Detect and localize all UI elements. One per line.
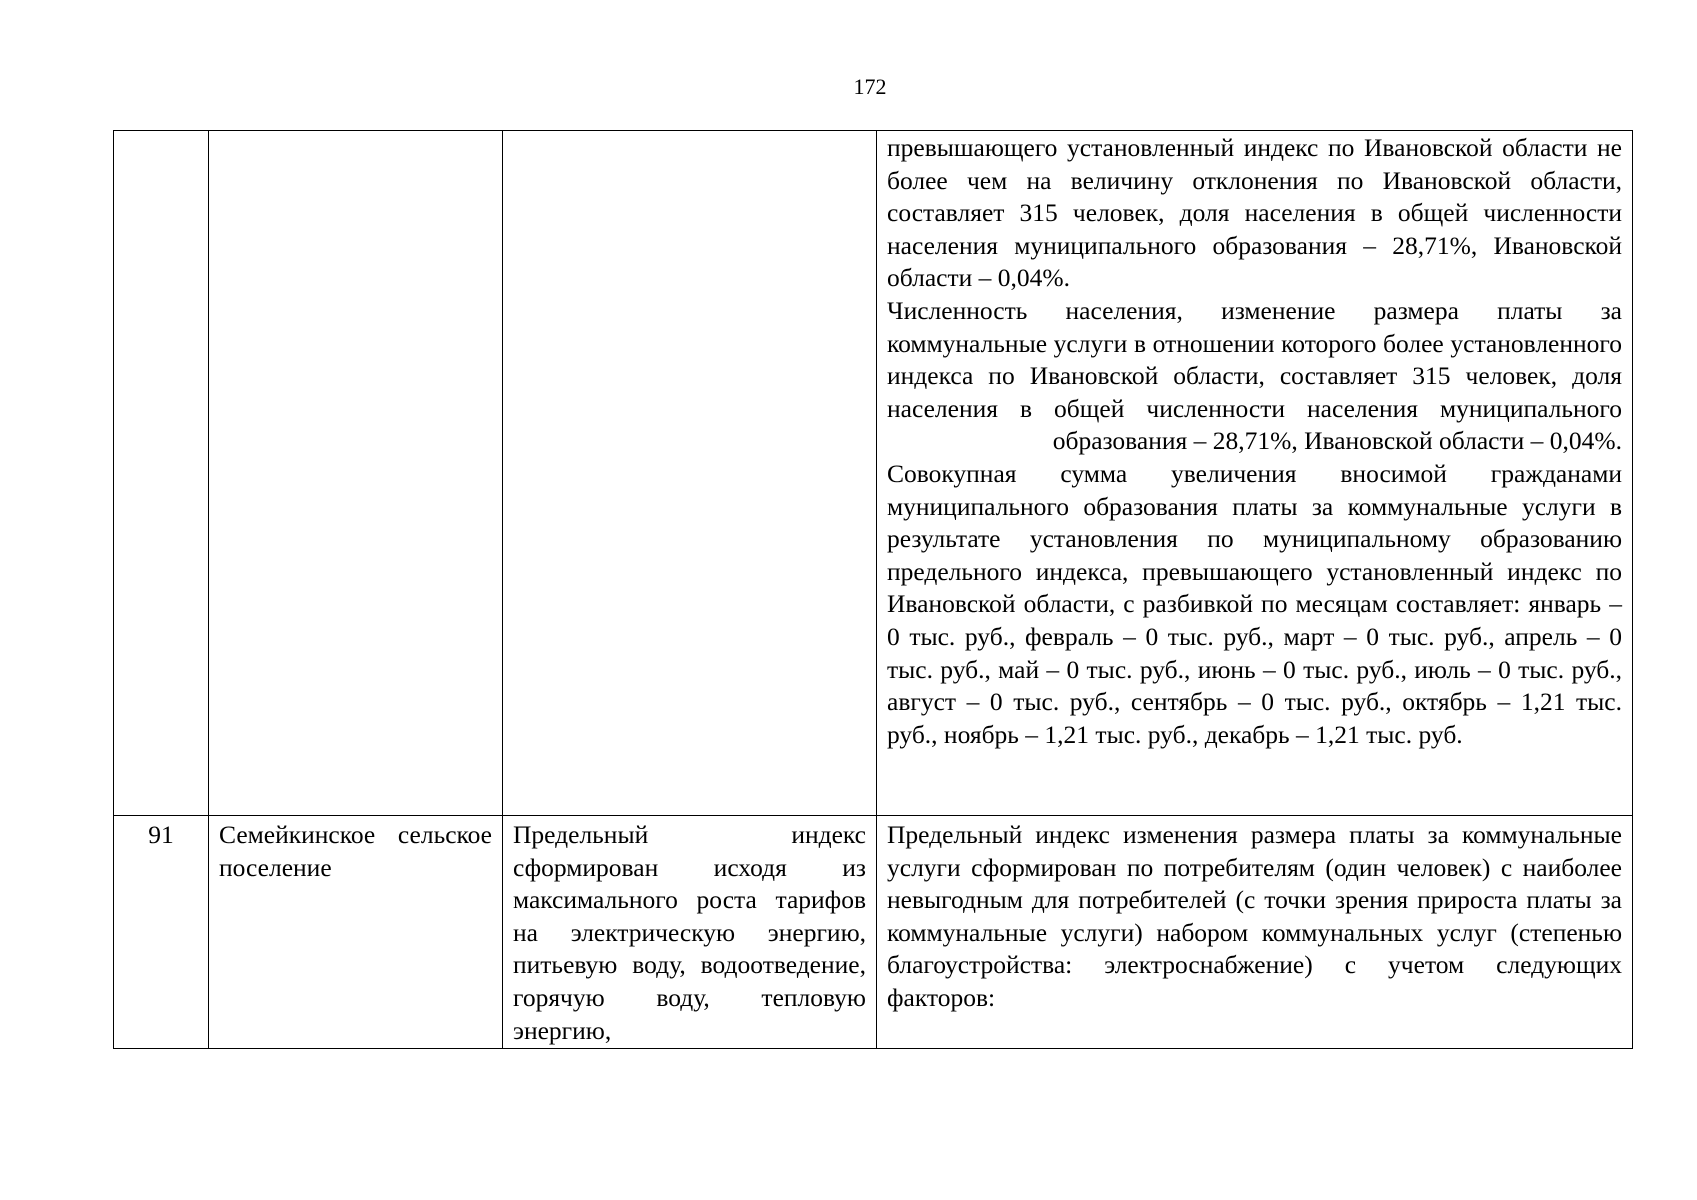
description-paragraph-1: Предельный индекс изменения размера платы за коммунальные услуги сформирован по потребителям (один человек) с наиболее невыгодным для потребителей (с точки зрения прироста платы за коммунальные услуги) набором коммунальных услуг (степенью благоустройства: электроснабжение) с учетом следующих факторов: <box>887 820 1622 1012</box>
index-basis-cell <box>503 131 877 816</box>
row-number-cell <box>114 131 209 816</box>
description-cell <box>877 816 1633 1049</box>
description-cell <box>877 131 1633 816</box>
index-basis-cell: Предельный индекс сформирован исходя из максимального роста тарифов на электрическую энергию, питьевую воду, водоотведение, горячую воду, тепловую энергию, <box>503 816 877 1049</box>
table-row-continued <box>114 131 1633 816</box>
row-number-cell: 91 <box>114 816 209 1049</box>
municipality-name-cell: Семейкинское сельское поселение <box>209 816 503 1049</box>
description-paragraph-1: превышающего установленный индекс по Ивановской области не более чем на величину отклонения по Ивановской области, составляет 315 человек, доля населения в общей численности населения муниципального образования – 28,71%, Ивановской области – 0,04%. <box>887 133 1622 293</box>
municipality-name-cell <box>209 131 503 816</box>
page-number: 172 <box>853 74 887 99</box>
table-row-91 <box>114 816 1633 1049</box>
description-paragraph-2: Численность населения, изменение размера платы за коммунальные услуги в отношении которого более установленного индекса по Ивановской области, составляет 315 человек, доля населения в общей численности населения муниципального образования – 28,71%, Ивановской области – 0,04%. <box>887 295 1622 456</box>
municipal-index-table <box>113 130 1633 1049</box>
description-paragraph-3: Совокупная сумма увеличения вносимой гражданами муниципального образования платы за коммунальные услуги в результате установления по муниципальному образованию предельного индекса, превышающего установленный индекс по Ивановской области, с разбивкой по месяцам составляет: январь – 0 тыс. руб., февраль – 0 тыс. руб., март – 0 тыс. руб., апрель – 0 тыс. руб., май – 0 тыс. руб., июнь – 0 тыс. руб., июль – 0 тыс. руб., август – 0 тыс. руб., сентябрь – 0 тыс. руб., октябрь – 1,21 тыс. руб., ноябрь – 1,21 тыс. руб., декабрь – 1,21 тыс. руб. <box>887 458 1622 749</box>
